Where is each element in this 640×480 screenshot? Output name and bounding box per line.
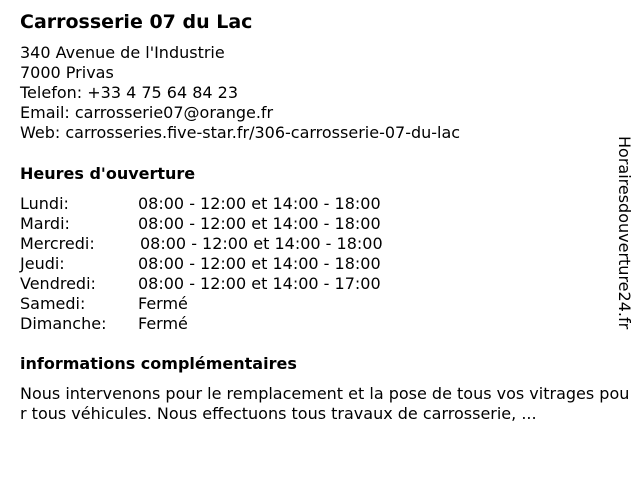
hours-day: Lundi: (20, 194, 69, 213)
hours-day: Vendredi: (20, 274, 96, 293)
phone-number: Telefon: +33 4 75 64 84 23 (20, 83, 239, 102)
side-brand-label: Horairesdouverture24.fr (615, 136, 634, 330)
additional-info-heading: informations complémentaires (20, 354, 297, 373)
business-name: Carrosserie 07 du Lac (20, 11, 253, 33)
opening-hours-heading: Heures d'ouverture (20, 164, 196, 183)
hours-day: Dimanche: (20, 314, 107, 333)
hours-time: 08:00 - 12:00 et 14:00 - 18:00 (138, 254, 381, 273)
hours-day: Mercredi: (20, 234, 95, 253)
contact-block (20, 43, 460, 143)
address-street: 340 Avenue de l'Industrie (20, 43, 225, 62)
hours-time: 08:00 - 12:00 et 14:00 - 17:00 (138, 274, 381, 293)
hours-time: 08:00 - 12:00 et 14:00 - 18:00 (138, 194, 381, 213)
hours-time: 08:00 - 12:00 et 14:00 - 18:00 (140, 234, 383, 253)
additional-info-text: Nous intervenons pour le remplacement et la pose de tous vos vitrages pour tous véhicules. Nous effectuons tous travaux de carrosserie, ... (20, 384, 630, 423)
hours-time: 08:00 - 12:00 et 14:00 - 18:00 (138, 214, 381, 233)
email-address: Email: carrosserie07@orange.fr (20, 103, 274, 122)
hours-time: Fermé (138, 314, 188, 333)
hours-day: Jeudi: (20, 254, 65, 273)
hours-day: Samedi: (20, 294, 86, 313)
hours-time: Fermé (138, 294, 188, 313)
hours-day: Mardi: (20, 214, 70, 233)
address-city: 7000 Privas (20, 63, 114, 82)
website-url: Web: carrosseries.five-star.fr/306-carrosserie-07-du-lac (20, 123, 461, 142)
